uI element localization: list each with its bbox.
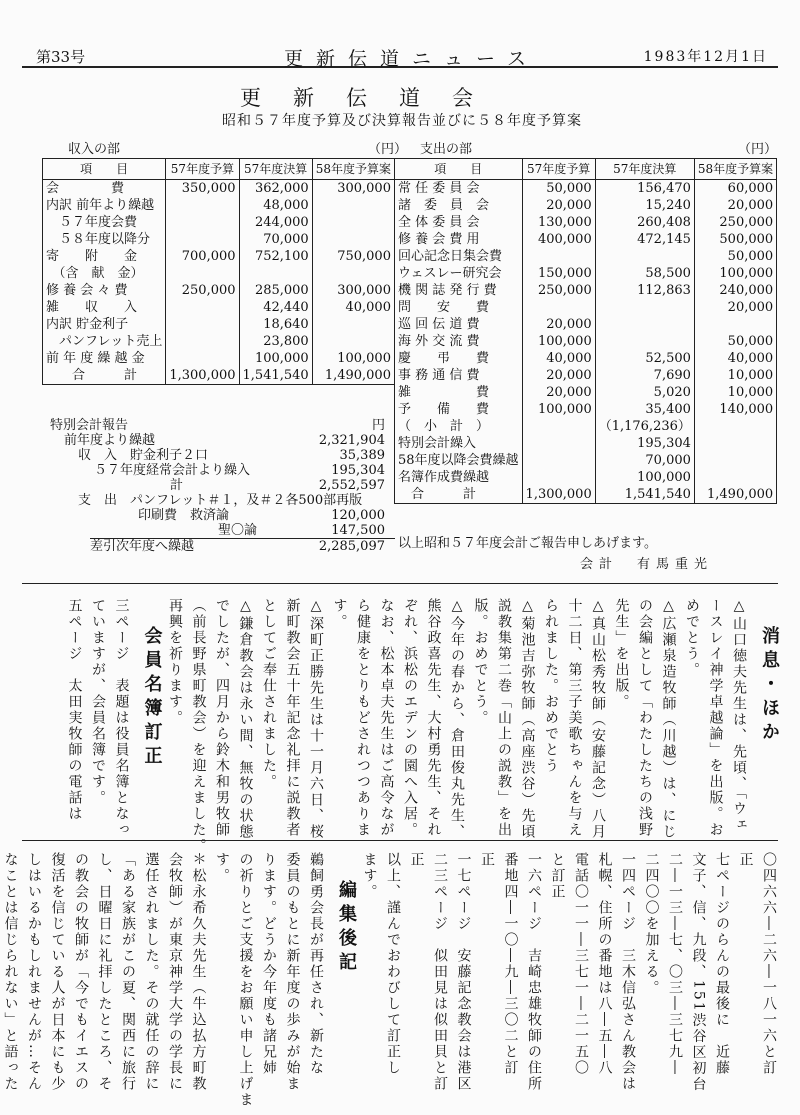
lower_columns-line: 二四〇〇を加える。 (643, 852, 660, 996)
expense-row (395, 265, 777, 282)
income-amount-cell: 350,000 (166, 180, 239, 198)
expense-item-cell: 巡 回 伝 道 費 (395, 316, 523, 333)
income-item-cell: ５７年度会費 (43, 214, 166, 231)
lower_columns-line: 一四ページ 三木信弘さん教会は (620, 852, 636, 1092)
income-row (43, 248, 395, 265)
expense-amount-cell (595, 333, 694, 350)
income-amount-cell: 100,000 (239, 350, 312, 367)
income-amount-cell: 750,000 (312, 248, 394, 265)
income-item-cell: 内訳 貯金利子 (43, 316, 166, 333)
expense-row (395, 469, 777, 486)
expense-column-header: 57年度予算 (522, 159, 595, 180)
income-amount-cell: 42,440 (239, 299, 312, 316)
expense-item-cell: 合 計 (395, 486, 523, 504)
expense-amount-cell: 250,000 (694, 214, 776, 231)
upper_columns-line: ースレイ神学卓越論」を出版。お (707, 598, 724, 838)
upper_columns-line: 熊谷政喜先生、大村勇先生、それ (425, 598, 442, 838)
special-row (90, 538, 395, 554)
expense-row (395, 299, 777, 316)
expense-row (395, 282, 777, 299)
expense-amount-cell: 400,000 (522, 231, 595, 248)
lower_columns-line: 札幌、住所の番地は八―五―八 (596, 852, 613, 1076)
upper_columns-line: ら健康をとりもどされつつありま (355, 598, 371, 838)
expense-item-cell: 雑 費 (395, 384, 523, 401)
upper_columns-line: 五ページ 太田実牧師の電話は (66, 598, 83, 822)
expense-amount-cell: 250,000 (522, 282, 595, 299)
expense-amount-cell: 50,000 (694, 333, 776, 350)
lower_columns-line: の祈りとご支援をお願い申し上げま (237, 852, 254, 1108)
special-row (50, 478, 395, 493)
income-column-header: 57年度決算 (239, 159, 312, 180)
expense-amount-cell: 10,000 (694, 384, 776, 401)
income-amount-cell (312, 231, 394, 248)
expense-amount-cell (694, 452, 776, 469)
upper_columns-line: △真山松秀牧師（安藤記念）八月 (590, 598, 606, 840)
masthead (22, 40, 778, 68)
lower_columns-heading: 編集後記 (336, 880, 357, 976)
lower_columns-line: 鵜飼勇会長が再任され、新たな (308, 852, 324, 1076)
expense-amount-cell: 20,000 (694, 197, 776, 214)
income-item-cell: 合 計 (43, 367, 166, 385)
special-row-text: 収 入 貯金利子２口 (78, 448, 209, 463)
income-item-cell: 会 費 (43, 180, 166, 198)
lower_columns-line: 復活を信じている人が日本にも少 (49, 852, 66, 1092)
income-amount-cell (312, 316, 394, 333)
middle-divider (22, 840, 778, 841)
income-row (43, 214, 395, 231)
income-amount-cell: 244,000 (239, 214, 312, 231)
special-row-amount: 120,000 (331, 508, 385, 523)
income-row (43, 197, 395, 214)
expense-item-cell: 予 備 費 (395, 401, 523, 418)
lower_columns-line: ります。どうか今年度も諸兄姉 (261, 852, 277, 1076)
upper_columns-line: △菊池吉弥牧師（高座渋谷）先頃 (519, 598, 536, 840)
special-title: 特別会計報告 (50, 418, 129, 433)
lower_columns-line: 二三ページ 似田見は似田貝と訂 (432, 852, 448, 1092)
income-header-row (43, 159, 395, 180)
expense-row (395, 197, 777, 214)
income-unit-label: （円） (368, 142, 408, 157)
expense-item-cell: 58年度以降会費繰越 (395, 452, 523, 469)
expense-row (395, 367, 777, 384)
upper_columns-line: △深町正勝先生は十一月六日、桜 (308, 598, 324, 840)
income-amount-cell (166, 265, 239, 282)
expense-amount-cell: 35,400 (595, 401, 694, 418)
expense-amount-cell (522, 248, 595, 265)
expense-amount-cell: 40,000 (522, 350, 595, 367)
expense-amount-cell (694, 418, 776, 435)
lower_columns-line: 電話〇一一―三七一―二一五〇 (573, 852, 589, 1076)
expense-amount-cell: 150,000 (522, 265, 595, 282)
upper_columns-line: 十二日、第三子美歌ちゃんを与え (566, 598, 583, 838)
expense-column-header: 58年度予算案 (694, 159, 776, 180)
special-row (50, 463, 395, 478)
upper_columns-heading: 会員名簿訂正 (141, 626, 163, 770)
special-row (50, 433, 395, 448)
expense-row (395, 384, 777, 401)
expense-item-cell: 修 養 会 費 用 (395, 231, 523, 248)
expense-amount-cell: 472,145 (595, 231, 694, 248)
income-amount-cell (312, 214, 394, 231)
income-item-cell: パンフレット売上 (43, 333, 166, 350)
special-row (50, 508, 395, 523)
lower_columns-line: 〇四六六―二六―一八一六と訂 (761, 852, 777, 1076)
expense-amount-cell: 50,000 (694, 248, 776, 265)
treasurer-signature: 会計 有馬重光 (580, 557, 714, 572)
lower_columns-line: ます。 (361, 852, 378, 900)
expense-amount-cell: 100,000 (694, 265, 776, 282)
newspaper-title: 更新伝道ニュース (284, 48, 540, 70)
expense-amount-cell: 7,690 (595, 367, 694, 384)
income-amount-cell: 18,640 (239, 316, 312, 333)
special-row (50, 523, 395, 538)
lower_columns-line: 以上、謹んでおわびして訂正し (385, 852, 401, 1076)
expense-amount-cell (522, 418, 595, 435)
expense-row (395, 248, 777, 265)
lower_columns-line: しはいるかもしれませんが…そん (26, 852, 42, 1092)
expense-body (395, 180, 777, 504)
expense-item-cell: 回心記念日集会費 (395, 248, 523, 265)
income-amount-cell: 1,300,000 (166, 367, 239, 385)
expense-row (395, 486, 777, 504)
special-row-text: 印刷費 救済論 (138, 508, 230, 523)
lower_columns-line: 会牧師）が東京神学大学の学長に (167, 852, 183, 1092)
expense-amount-cell: 100,000 (595, 469, 694, 486)
special-row-amount: 2,285,097 (318, 539, 385, 554)
income-amount-cell: 23,800 (239, 333, 312, 350)
special-row (50, 493, 395, 508)
expense-header-row (395, 159, 777, 180)
lower_columns-line: 正 (408, 852, 425, 868)
expense-column-header: 項 目 (395, 159, 523, 180)
expense-amount-cell: 500,000 (694, 231, 776, 248)
expense-item-cell: 慶 弔 費 (395, 350, 523, 367)
lower_columns-line: 二―一三―七、〇三―三七九― (667, 852, 683, 1076)
expense-row (395, 452, 777, 469)
lower_columns-line: し、日曜日に礼拝したところ、そ (96, 852, 113, 1092)
income-item-cell: ５８年度以降分 (43, 231, 166, 248)
expense-amount-cell (694, 435, 776, 452)
expense-amount-cell (522, 469, 595, 486)
special-row-text: 計 (170, 478, 184, 493)
report-subtitle: 昭和５７年度予算及び決算報告並びに５８年度予算案 (222, 113, 582, 129)
expense-amount-cell: 1,300,000 (522, 486, 595, 504)
income-amount-cell: 300,000 (312, 180, 394, 198)
expense-amount-cell (522, 299, 595, 316)
expense-column-header: 57年度決算 (595, 159, 694, 180)
income-amount-cell (166, 333, 239, 350)
expense-amount-cell: 20,000 (522, 197, 595, 214)
income-amount-cell (166, 231, 239, 248)
issue-number: 第33号 (36, 48, 86, 66)
expense-amount-cell: 260,408 (595, 214, 694, 231)
expense-amount-cell: 20,000 (694, 299, 776, 316)
expense-row (395, 316, 777, 333)
income-row (43, 316, 395, 333)
expense-amount-cell (694, 469, 776, 486)
special-row-text: 支 出 パンフレット＃１，及＃２各500部再版 (78, 493, 363, 508)
income-amount-cell: 1,490,000 (312, 367, 394, 385)
upper_columns-line: られました。おめでとう (543, 598, 559, 774)
expense-amount-cell: 60,000 (694, 180, 776, 198)
special-row-amount: 2,552,597 (318, 478, 385, 493)
special-row (50, 448, 395, 463)
section-divider (22, 583, 778, 584)
upper_columns-line: △山口徳夫先生は、先頃、「ウェ (731, 598, 747, 833)
income-amount-cell: 250,000 (166, 282, 239, 299)
lower_columns-line: 一七ページ 安藤記念教会は港区 (455, 852, 472, 1092)
issue-date: 1983年12月1日 (643, 49, 768, 65)
special-row-amount: 35,389 (339, 448, 385, 463)
special-row-amount: 195,304 (331, 463, 385, 478)
special-account-report (50, 418, 395, 554)
income-amount-cell: 48,000 (239, 197, 312, 214)
income-amount-cell: 1,541,540 (239, 367, 312, 385)
special-row-text: 差引次年度へ繰越 (90, 539, 195, 554)
upper_columns-line: 版。おめでとう。 (472, 598, 489, 726)
income-amount-cell: 700,000 (166, 248, 239, 265)
expense-amount-cell: 20,000 (522, 316, 595, 333)
lower_columns-line: 番地四―一〇―九―三〇二と訂 (502, 852, 519, 1076)
expense-item-cell: 問 安 費 (395, 299, 523, 316)
upper_columns-heading: 消息・ほか (759, 626, 780, 746)
upper_columns-line: △広瀬泉造牧師（川越）は、にじ (660, 598, 677, 840)
income-item-cell: 内訳 前年より繰越 (43, 197, 166, 214)
expense-amount-cell (522, 452, 595, 469)
expense-item-cell: 全 体 委 員 会 (395, 214, 523, 231)
income-row (43, 350, 395, 367)
expense-amount-cell: 1,541,540 (595, 486, 694, 504)
expense-amount-cell: 140,000 (694, 401, 776, 418)
income-amount-cell: 100,000 (312, 350, 394, 367)
income-item-cell: 前 年 度 繰 越 金 (43, 350, 166, 367)
upper_columns-line: なお、松本卓夫先生はご高令なが (378, 598, 395, 838)
expense-item-cell: ウェスレー研究会 (395, 265, 523, 282)
expense-amount-cell: 50,000 (522, 180, 595, 198)
lower_columns-line: す。 (214, 852, 230, 884)
income-row (43, 180, 395, 198)
upper_columns-line: の会編として「わたしたちの浅野 (637, 598, 653, 838)
upper_columns-line: 説教集第二巻「山上の説教」を出 (496, 598, 512, 838)
expense-amount-cell (522, 435, 595, 452)
lower_columns-line: 七ページのらんの最後に 近藤 (714, 852, 730, 1076)
special-row-text: ５７年度経常会計より繰入 (94, 463, 251, 478)
upper_columns-line: めでとう。 (684, 598, 700, 678)
expense-amount-cell (595, 248, 694, 265)
expense-amount-cell: 20,000 (522, 367, 595, 384)
special-row-amount: 147,500 (331, 523, 385, 538)
lower_columns-line: 一六ページ 吉崎忠雄牧師の住所 (526, 852, 542, 1092)
expense-row (395, 231, 777, 248)
expense-amount-cell: 20,000 (522, 384, 595, 401)
expense-item-cell: 特別会計繰入 (395, 435, 523, 452)
income-amount-cell (166, 214, 239, 231)
expense-table (394, 158, 777, 504)
lower_columns-line: 正 (479, 852, 495, 868)
lower_columns-line: ＊松永希久夫先生（牛込払方町教 (190, 852, 207, 1092)
expense-unit-label: （円） (738, 142, 778, 157)
income-body (43, 180, 395, 385)
expense-row (395, 435, 777, 452)
expense-amount-cell: 40,000 (694, 350, 776, 367)
expense-amount-cell: 70,000 (595, 452, 694, 469)
special-title-row (50, 418, 395, 433)
income-row (43, 333, 395, 350)
lower_columns-line: 正 (737, 852, 754, 868)
expense-row (395, 180, 777, 198)
income-row (43, 265, 395, 282)
upper_columns-line: でしたが、四月から鈴木和男牧師 (214, 598, 230, 838)
lower_columns-line: 委員のもとに新年度の歩みが始ま (284, 852, 301, 1092)
income-row (43, 299, 395, 316)
expense-item-cell: 機 関 誌 発 行 費 (395, 282, 523, 299)
lower_columns-line: の教会の牧師が「今でもイエスの (73, 852, 89, 1092)
income-amount-cell (312, 333, 394, 350)
expense-amount-cell: 52,500 (595, 350, 694, 367)
income-row (43, 367, 395, 385)
expense-row (395, 350, 777, 367)
income-amount-cell (166, 316, 239, 333)
expense-amount-cell (694, 316, 776, 333)
expense-item-cell: 海 外 交 流 費 (395, 333, 523, 350)
expense-item-cell: 常 任 委 員 会 (395, 180, 523, 198)
upper_columns-line: △今年の春から、倉田俊丸先生、 (449, 598, 465, 840)
closing-statement: 以上昭和５７年度会計ご報告申しあげます。 (398, 536, 657, 551)
expense-amount-cell: 100,000 (522, 401, 595, 418)
income-section-label: 収入の部 (68, 142, 121, 157)
upper_columns-line: 再興を祈ります。 (167, 598, 183, 726)
income-column-header: 項 目 (43, 159, 166, 180)
income-row (43, 231, 395, 248)
expense-amount-cell: 10,000 (694, 367, 776, 384)
expense-amount-cell: 156,470 (595, 180, 694, 198)
expense-amount-cell: 195,304 (595, 435, 694, 452)
income-item-cell: 寄 附 金 (43, 248, 166, 265)
income-amount-cell (312, 197, 394, 214)
expense-item-cell: 名簿作成費繰越 (395, 469, 523, 486)
lower_columns-line: なことは信じられない」と語った (2, 852, 19, 1092)
lower_columns-line: と訂正 (549, 852, 566, 900)
income-amount-cell (166, 350, 239, 367)
upper_columns-line: ぞれ、浜松のエデンの園へ入居。 (402, 598, 418, 838)
expense-row (395, 418, 777, 435)
org-title: 更新伝道会 (240, 86, 505, 110)
income-table (42, 158, 395, 385)
lower_columns-line: 文子、信、九段、151渋谷区初台 (690, 852, 707, 1093)
special-row-text: 前年度より繰越 (64, 433, 156, 448)
income-column-header: 57年度予算 (166, 159, 239, 180)
expense-row (395, 401, 777, 418)
income-amount-cell: 752,100 (239, 248, 312, 265)
expense-amount-cell: 58,500 (595, 265, 694, 282)
expense-amount-cell (595, 299, 694, 316)
special-row-text: 聖〇論 (218, 523, 258, 538)
income-amount-cell: 362,000 (239, 180, 312, 198)
expense-amount-cell: 1,490,000 (694, 486, 776, 504)
special-unit: 円 (371, 418, 385, 433)
expense-row (395, 214, 777, 231)
income-amount-cell: 300,000 (312, 282, 394, 299)
income-item-cell: 雑 収 入 (43, 299, 166, 316)
upper_columns-line: 三ページ 表題は役員名簿となっ (113, 598, 130, 838)
expense-amount-cell: 15,240 (595, 197, 694, 214)
upper_columns-line: （前長野県町教会）を迎えました。 (190, 598, 207, 854)
expense-item-cell: 諸 委 員 会 (395, 197, 523, 214)
income-amount-cell (166, 299, 239, 316)
expense-amount-cell: （1,176,236） (595, 418, 694, 435)
upper_columns-line: 先生」を出版。 (613, 598, 630, 710)
expense-row (395, 333, 777, 350)
income-column-header: 58年度予算案 (312, 159, 394, 180)
income-item-cell: 修 養 会 々 費 (43, 282, 166, 299)
income-amount-cell: 40,000 (312, 299, 394, 316)
income-amount-cell (166, 197, 239, 214)
expense-amount-cell: 112,863 (595, 282, 694, 299)
income-amount-cell (312, 265, 394, 282)
expense-amount-cell: 240,000 (694, 282, 776, 299)
income-amount-cell: 70,000 (239, 231, 312, 248)
income-item-cell: （含 献 金） (43, 265, 166, 282)
income-amount-cell: 285,000 (239, 282, 312, 299)
upper_columns-line: す。 (331, 598, 348, 630)
income-amount-cell (239, 265, 312, 282)
upper_columns-line: △鎌倉教会は永い間、無牧の状態 (237, 598, 254, 840)
lower_columns-line: 選任されました。その就任の辞に (143, 852, 160, 1092)
upper_columns-line: ていますが、会員名簿です。 (90, 598, 106, 806)
expense-section-label: 支出の部 (420, 142, 473, 157)
upper_columns-line: としてご奉仕されました。 (261, 598, 277, 790)
expense-item-cell: （ 小 計 ） (395, 418, 523, 435)
income-row (43, 282, 395, 299)
expense-amount-cell: 5,020 (595, 384, 694, 401)
lower_columns-line: 「ある家族がこの夏、関西に旅行 (120, 852, 136, 1092)
expense-amount-cell: 130,000 (522, 214, 595, 231)
expense-amount-cell: 100,000 (522, 333, 595, 350)
upper_columns-line: 新町教会五十年記念礼拝に説教者 (284, 598, 301, 838)
special-row-amount: 2,321,904 (318, 433, 385, 448)
expense-item-cell: 事 務 通 信 費 (395, 367, 523, 384)
expense-amount-cell (595, 316, 694, 333)
